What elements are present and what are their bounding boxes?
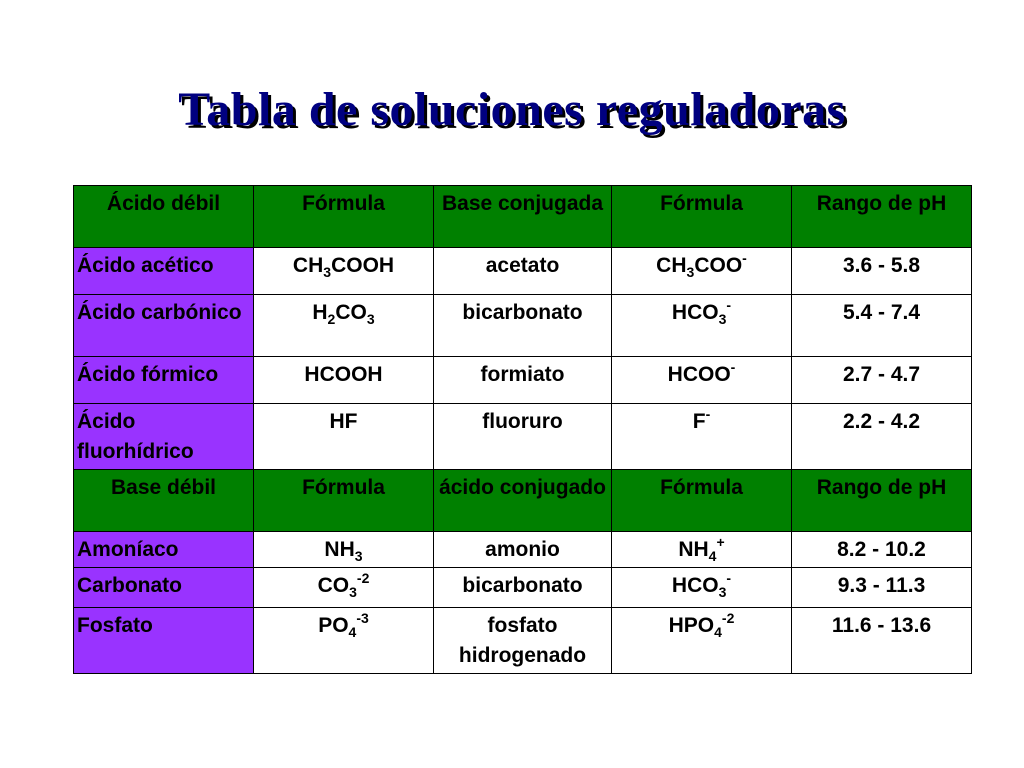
range-cell: 9.3 - 11.3 [792, 568, 972, 608]
header-row-base [74, 470, 972, 532]
range-cell: 3.6 - 5.8 [792, 248, 972, 295]
table-row [74, 532, 972, 568]
column-header: Fórmula [612, 470, 792, 532]
conjugate-cell: bicarbonato [434, 295, 612, 357]
name-cell: Ácido fórmico [74, 357, 254, 404]
formula-cell: HCOOH [254, 357, 434, 404]
conjugate-cell: bicarbonato [434, 568, 612, 608]
column-header: Rango de pH [792, 470, 972, 532]
formula-cell: $CO_3^{-2}$ [254, 568, 434, 608]
conjugate-formula-cell: $HCO_3^-$ [612, 295, 792, 357]
table-row [74, 404, 972, 470]
table-row [74, 357, 972, 404]
conjugate-formula-cell: F- [612, 404, 792, 470]
formula-cell: HF [254, 404, 434, 470]
table-row [74, 295, 972, 357]
range-cell: 8.2 - 10.2 [792, 532, 972, 568]
formula-cell: $PO_4^{-3}$ [254, 608, 434, 674]
conjugate-formula-cell: $HCO_3^-$ [612, 568, 792, 608]
conjugate-formula-cell: $NH_4^+$ [612, 532, 792, 568]
column-header: Base débil [74, 470, 254, 532]
table-row [74, 608, 972, 674]
name-cell: Ácido acético [74, 248, 254, 295]
name-cell: Ácido fluorhídrico [74, 404, 254, 470]
table-row [74, 248, 972, 295]
conjugate-formula-cell: $HPO_4^{-2}$ [612, 608, 792, 674]
range-cell: 5.4 - 7.4 [792, 295, 972, 357]
conjugate-cell: formiato [434, 357, 612, 404]
conjugate-cell: amonio [434, 532, 612, 568]
name-cell: Fosfato [74, 608, 254, 674]
page-title: Tabla de soluciones reguladoras [178, 83, 846, 136]
column-header: ácido conjugado [434, 470, 612, 532]
conjugate-cell: fluoruro [434, 404, 612, 470]
range-cell: 2.7 - 4.7 [792, 357, 972, 404]
column-header: Base conjugada [434, 186, 612, 248]
name-cell: Carbonato [74, 568, 254, 608]
formula-cell: $CH_3COOH$ [254, 248, 434, 295]
range-cell: 11.6 - 13.6 [792, 608, 972, 674]
column-header: Ácido débil [74, 186, 254, 248]
column-header: Fórmula [254, 470, 434, 532]
buffer-table [73, 185, 972, 674]
formula-cell: $H_2CO_3$ [254, 295, 434, 357]
conjugate-cell: fosfato hidrogenado [434, 608, 612, 674]
table-row [74, 568, 972, 608]
conjugate-cell: acetato [434, 248, 612, 295]
range-cell: 2.2 - 4.2 [792, 404, 972, 470]
formula-cell: $NH_3$ [254, 532, 434, 568]
header-row-acid [74, 186, 972, 248]
name-cell: Ácido carbónico [74, 295, 254, 357]
conjugate-formula-cell: HCOO- [612, 357, 792, 404]
column-header: Rango de pH [792, 186, 972, 248]
conjugate-formula-cell: $CH_3COO^-$ [612, 248, 792, 295]
name-cell: Amoníaco [74, 532, 254, 568]
column-header: Fórmula [612, 186, 792, 248]
column-header: Fórmula [254, 186, 434, 248]
